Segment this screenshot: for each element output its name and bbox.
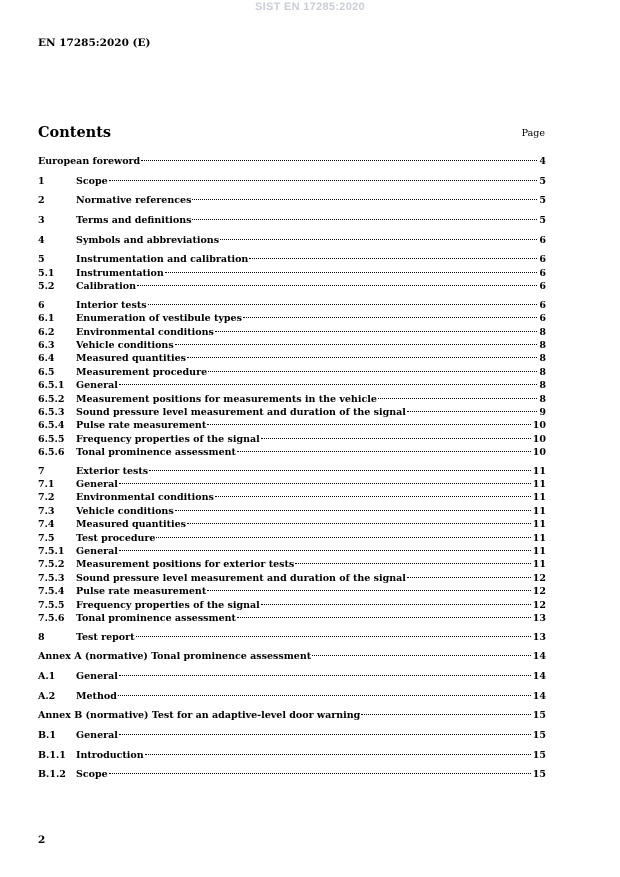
toc-entry-page: 8 (539, 339, 546, 351)
toc-entry-number: 6.1 (38, 313, 55, 325)
toc-entry-title: Symbols and abbreviations (76, 234, 220, 246)
toc-entry[interactable] (38, 709, 546, 722)
toc-entry-page: 12 (532, 586, 546, 598)
toc-entry-number: 6 (38, 299, 45, 311)
toc-entry-number: 7.5.5 (38, 599, 65, 611)
toc-entry[interactable] (38, 690, 546, 703)
toc-entry-page: 6 (539, 313, 546, 325)
toc-entry-page: 6 (539, 299, 546, 311)
dot-leader (207, 423, 531, 425)
toc-entry[interactable] (38, 585, 546, 598)
dot-leader (119, 549, 531, 551)
toc-entry-title: Introduction (76, 749, 144, 761)
toc-entry[interactable] (38, 280, 546, 293)
dot-leader (237, 450, 531, 452)
toc-entry[interactable] (38, 631, 546, 644)
toc-entry-number: 5.1 (38, 267, 55, 279)
toc-entry-number: B.1.2 (38, 769, 66, 781)
dot-leader (378, 397, 537, 399)
toc-entry[interactable] (38, 768, 546, 781)
page-column-label: Page (521, 128, 545, 139)
toc-entry-number: 6.5 (38, 366, 55, 378)
toc-entry-title: General (76, 479, 118, 491)
dot-leader (207, 589, 531, 591)
toc-entry-number: 7.5 (38, 532, 55, 544)
dot-leader (208, 370, 537, 372)
toc-entry-title: General (76, 729, 118, 741)
toc-entry[interactable] (38, 406, 546, 419)
toc-entry-title: Terms and definitions (76, 215, 192, 227)
toc-entry-page: 13 (532, 612, 546, 624)
toc-entry[interactable] (38, 532, 546, 545)
toc-entry-number: 7.5.4 (38, 586, 65, 598)
toc-entry[interactable] (38, 352, 546, 365)
toc-entry-number: 6.3 (38, 339, 55, 351)
toc-entry-number: 7.5.2 (38, 559, 65, 571)
dot-leader (261, 437, 531, 439)
toc-entry-number: 7.1 (38, 479, 55, 491)
toc-entry-number: B.1 (38, 729, 56, 741)
toc-entry-number: B.1.1 (38, 749, 66, 761)
toc-entry-title: Scope (76, 769, 108, 781)
dot-leader (407, 410, 537, 412)
toc-entry-number: 6.5.1 (38, 380, 65, 392)
toc-entry[interactable] (38, 612, 546, 625)
toc-entry-page: 10 (532, 420, 546, 432)
dot-leader (119, 482, 531, 484)
toc-entry-page: 5 (539, 195, 546, 207)
toc-entry-page: 11 (532, 465, 546, 477)
dot-leader (187, 356, 537, 358)
toc-entry[interactable] (38, 379, 546, 392)
dot-leader (109, 772, 531, 774)
toc-entry-page: 11 (532, 519, 546, 531)
toc-entry-number: 2 (38, 195, 45, 207)
toc-entry-title: Vehicle conditions (76, 339, 174, 351)
toc-entry[interactable] (38, 650, 546, 663)
toc-entry-title: Enumeration of vestibule types (76, 313, 242, 325)
toc-entry-title: Sound pressure level measurement and duration of the signal (76, 572, 406, 584)
toc-entry-number: 7.5.1 (38, 546, 65, 558)
dot-leader (137, 284, 537, 286)
toc-entry-title: Annex B (normative) Test for an adaptive-level door warning (38, 710, 361, 722)
toc-entry-page: 11 (532, 532, 546, 544)
contents-heading: Contents (38, 124, 112, 141)
toc-entry-number: 6.5.6 (38, 447, 65, 459)
toc-entry-number: 7 (38, 465, 45, 477)
toc-entry-title: Calibration (76, 281, 136, 293)
dot-leader (187, 522, 531, 524)
toc-entry-number: 8 (38, 631, 45, 643)
table-of-contents (38, 155, 546, 782)
toc-entry-title: General (76, 380, 118, 392)
toc-entry[interactable] (38, 749, 546, 762)
dot-leader (261, 603, 531, 605)
toc-entry-title: Tonal prominence assessment (76, 612, 236, 624)
toc-entry-page: 6 (539, 281, 546, 293)
dot-leader (192, 218, 537, 220)
toc-entry-number: 1 (38, 175, 45, 187)
toc-entry-title: Sound pressure level measurement and duration of the signal (76, 406, 406, 418)
toc-entry-page: 12 (532, 572, 546, 584)
dot-leader (243, 316, 537, 318)
toc-entry-page: 15 (532, 710, 546, 722)
toc-entry-title: General (76, 670, 118, 682)
watermark: SIST EN 17285:2020 (255, 1, 365, 13)
toc-entry-title: Exterior tests (76, 465, 149, 477)
toc-entry-page: 8 (539, 393, 546, 405)
toc-entry[interactable] (38, 419, 546, 432)
dot-leader (220, 238, 537, 240)
toc-entry-page: 15 (532, 729, 546, 741)
toc-entry-number: 6.5.3 (38, 406, 65, 418)
toc-entry[interactable] (38, 194, 546, 207)
toc-entry[interactable] (38, 433, 546, 446)
dot-leader (192, 198, 537, 200)
toc-entry-number: 6.5.4 (38, 420, 65, 432)
toc-entry-page: 5 (539, 215, 546, 227)
toc-entry-title: Measurement positions for exterior tests (76, 559, 295, 571)
dot-leader (119, 733, 531, 735)
dot-leader (136, 635, 531, 637)
toc-entry-title: Pulse rate measurement (76, 586, 207, 598)
toc-entry-page: 11 (532, 505, 546, 517)
dot-leader (165, 271, 538, 273)
toc-entry[interactable] (38, 155, 546, 168)
toc-entry[interactable] (38, 545, 546, 558)
toc-entry[interactable] (38, 267, 546, 280)
toc-entry-number: 5.2 (38, 281, 55, 293)
toc-entry-number: 7.3 (38, 505, 55, 517)
toc-entry-page: 6 (539, 234, 546, 246)
dot-leader (119, 674, 531, 676)
toc-entry-page: 8 (539, 380, 546, 392)
toc-entry[interactable] (38, 299, 546, 312)
toc-entry-number: 6.5.5 (38, 433, 65, 445)
toc-entry[interactable] (38, 393, 546, 406)
page-number: 2 (38, 834, 46, 846)
toc-entry-page: 14 (532, 690, 546, 702)
toc-entry-number: 7.5.6 (38, 612, 65, 624)
toc-entry-title: Measured quantities (76, 353, 186, 365)
toc-entry-page: 15 (532, 769, 546, 781)
toc-entry-number: 4 (38, 234, 45, 246)
toc-entry-page: 6 (539, 267, 546, 279)
toc-entry[interactable] (38, 175, 546, 188)
dot-leader (407, 576, 531, 578)
toc-entry-page: 11 (532, 492, 546, 504)
toc-entry-title: General (76, 546, 118, 558)
dot-leader (312, 654, 531, 656)
toc-entry-title: Frequency properties of the signal (76, 433, 260, 445)
toc-entry-number: A.2 (38, 690, 56, 702)
toc-entry-title: Measurement procedure (76, 366, 208, 378)
toc-entry-title: Measurement positions for measurements in the vehicle (76, 393, 377, 405)
toc-entry-title: Test report (76, 631, 135, 643)
toc-entry[interactable] (38, 558, 546, 571)
dot-leader (237, 616, 531, 618)
dot-leader (145, 753, 531, 755)
toc-entry-number: 6.5.2 (38, 393, 65, 405)
toc-entry-page: 10 (532, 447, 546, 459)
toc-entry[interactable] (38, 326, 546, 339)
dot-leader (118, 694, 531, 696)
toc-entry-number: 7.5.3 (38, 572, 65, 584)
dot-leader (156, 536, 530, 538)
dot-leader (141, 159, 537, 161)
toc-entry[interactable] (38, 505, 546, 518)
toc-entry-title: Tonal prominence assessment (76, 447, 236, 459)
toc-entry-title: Instrumentation and calibration (76, 254, 249, 266)
toc-entry-title: Test procedure (76, 532, 156, 544)
toc-entry-page: 8 (539, 366, 546, 378)
toc-entry-page: 14 (532, 651, 546, 663)
dot-leader (249, 257, 537, 259)
dot-leader (109, 179, 538, 181)
dot-leader (119, 383, 537, 385)
dot-leader (215, 330, 538, 332)
toc-entry[interactable] (38, 670, 546, 683)
dot-leader (215, 495, 531, 497)
toc-entry-title: Environmental conditions (76, 326, 214, 338)
toc-entry-page: 12 (532, 599, 546, 611)
toc-entry-number: 6.2 (38, 326, 55, 338)
toc-entry[interactable] (38, 465, 546, 478)
toc-entry-number: 7.4 (38, 519, 55, 531)
toc-entry-page: 10 (532, 433, 546, 445)
toc-entry-title: Frequency properties of the signal (76, 599, 260, 611)
toc-entry-title: Scope (76, 175, 108, 187)
toc-entry[interactable] (38, 491, 546, 504)
toc-entry-page: 13 (532, 631, 546, 643)
toc-entry-number: A.1 (38, 670, 56, 682)
toc-entry-page: 5 (539, 175, 546, 187)
toc-entry[interactable] (38, 366, 546, 379)
toc-entry[interactable] (38, 214, 546, 227)
toc-entry-page: 4 (539, 156, 546, 167)
dot-leader (149, 469, 531, 471)
toc-entry-title: Pulse rate measurement (76, 420, 207, 432)
toc-entry-title: Interior tests (76, 299, 147, 311)
dot-leader (148, 303, 538, 305)
toc-entry-page: 8 (539, 326, 546, 338)
toc-entry-page: 8 (539, 353, 546, 365)
dot-leader (175, 509, 531, 511)
dot-leader (175, 343, 538, 345)
toc-entry[interactable] (38, 446, 546, 459)
toc-entry-title: Normative references (76, 195, 192, 207)
toc-entry[interactable] (38, 312, 546, 325)
toc-entry[interactable] (38, 599, 546, 612)
toc-entry-page: 11 (532, 559, 546, 571)
toc-entry-page: 11 (532, 479, 546, 491)
toc-entry-page: 15 (532, 749, 546, 761)
toc-entry-title: Instrumentation (76, 267, 164, 279)
toc-entry-title: Measured quantities (76, 519, 186, 531)
toc-entry[interactable] (38, 572, 546, 585)
toc-entry-title: European foreword (38, 156, 141, 167)
toc-entry[interactable] (38, 339, 546, 352)
dot-leader (295, 562, 531, 564)
toc-entry[interactable] (38, 518, 546, 531)
toc-entry-page: 6 (539, 254, 546, 266)
toc-entry[interactable] (38, 478, 546, 491)
document-id: EN 17285:2020 (E) (38, 37, 151, 49)
dot-leader (361, 713, 530, 715)
toc-entry[interactable] (38, 729, 546, 742)
toc-entry[interactable] (38, 234, 546, 247)
toc-entry-page: 9 (539, 406, 546, 418)
toc-entry-number: 3 (38, 215, 45, 227)
toc-entry-number: 6.4 (38, 353, 55, 365)
toc-entry-title: Annex A (normative) Tonal prominence assessment (38, 651, 312, 663)
toc-entry[interactable] (38, 253, 546, 266)
toc-entry-title: Vehicle conditions (76, 505, 174, 517)
toc-entry-number: 7.2 (38, 492, 55, 504)
toc-entry-title: Environmental conditions (76, 492, 214, 504)
toc-entry-page: 11 (532, 546, 546, 558)
toc-entry-page: 14 (532, 670, 546, 682)
toc-entry-title: Method (76, 690, 117, 702)
toc-entry-number: 5 (38, 254, 45, 266)
